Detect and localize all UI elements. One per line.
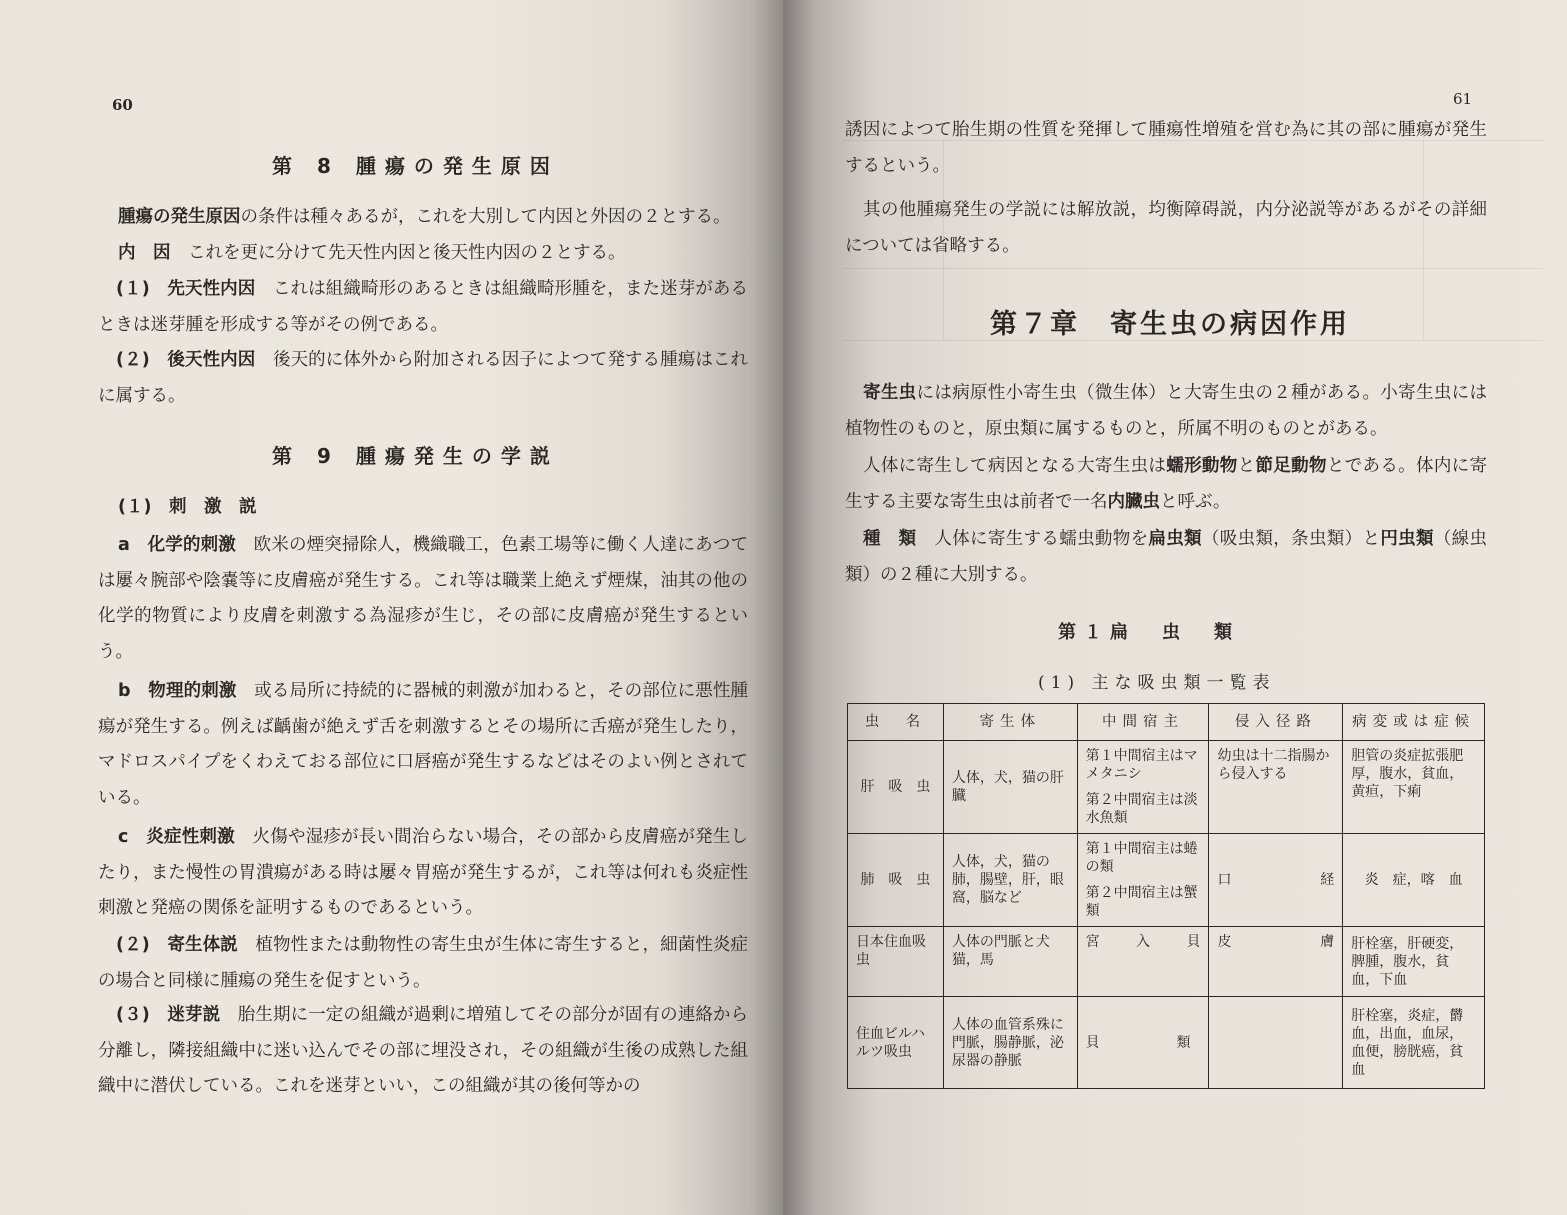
table-row [848, 834, 1485, 927]
table-cell-line: 第２中間宿主は蟹類 [1085, 885, 1198, 919]
table-cell-line [1086, 933, 1201, 951]
table-cell-char: 口 [1217, 872, 1232, 888]
text-segment: 人体に寄生する蠕虫動物を [934, 529, 1149, 549]
table-cell [1077, 834, 1209, 927]
paragraph-causes-lead: 腫瘍の発生原因 [118, 207, 241, 227]
term-helminths: 蠕形動物 [1166, 456, 1238, 476]
paragraph-internal-label: 内 因 [118, 243, 171, 263]
table-cell: 胆管の炎症拡張肥厚，腹水，貧血，黄疸，下痢 [1343, 741, 1485, 834]
paragraph-internal-text: これを更に分けて先天性内因と後天性内因の２とする。 [188, 243, 626, 263]
paragraph-misplaced-label: (３) 迷芽説 [116, 1005, 221, 1025]
table-row [848, 927, 1485, 997]
table-cell-char: 宮 [1085, 934, 1100, 950]
paragraph-stimulus-label: (１) 刺 激 説 [118, 497, 257, 517]
left-page [0, 0, 783, 1215]
paragraph-inflammatory-label: c 炎症性刺激 [118, 827, 235, 847]
show-through-line [843, 268, 1543, 269]
table-cell: 肝栓塞，肝硬変，脾腫，腹水，貧血，下血 [1343, 927, 1485, 997]
table-cell: 肝栓塞，炎症，欝血，出血，血尿，血便，膀胱癌，貧血 [1343, 997, 1485, 1089]
table-cell-char: 経 [1320, 872, 1335, 888]
paragraph-inflammatory [98, 820, 748, 927]
table-cell [1077, 927, 1209, 997]
right-page [783, 0, 1567, 1215]
table-caption: (1) 主な吸虫類一覧表 [1038, 673, 1276, 693]
paragraph-physical-label: b 物理的刺激 [118, 681, 237, 701]
table-cell [1209, 927, 1343, 997]
table-cell: 住血ビルハルツ吸虫 [848, 997, 944, 1089]
paragraph-congenital [98, 272, 748, 343]
paragraph-types [845, 522, 1487, 593]
text-segment: と [1237, 456, 1256, 476]
paragraph-parasite-text: 植物性または動物性の寄生虫が生体に寄生すると，細菌性炎症の場合と同様に腫瘍の発生を促すという。 [98, 935, 749, 991]
page-number-right: 61 [1453, 90, 1473, 108]
table-cell [1209, 997, 1343, 1089]
paragraph-physical-text: 或る局所に持続的に器械的刺激が加わると，その部位に悪性腫瘍が発生する。例えば齲歯が絶えず舌を刺激するとその場所に舌癌が発生したり，マドロスパイプをくわえておる部位に口唇癌が発生するなどはそのよい例とされている。 [98, 681, 749, 808]
table-cell [1077, 741, 1209, 834]
table-cell-line [1086, 1034, 1201, 1052]
table-cell [1209, 834, 1343, 927]
table-cell: 肝 吸 虫 [848, 741, 944, 834]
paragraph-inflammatory-text: 火傷や湿疹が長い間治らない場合，その部から皮膚癌が発生したり，また慢性の胃潰瘍がある時は屢々胃癌が発生するが，これ等は何れも炎症性刺激と発癌の関係を証明するものであるという。 [98, 827, 749, 918]
section-9-heading: 第 9 腫瘍発生の学説 [272, 444, 559, 468]
paragraph-stimulus-theory [118, 490, 748, 526]
table-cell: 人体，犬，猫の肝臓 [943, 741, 1077, 834]
text-segment: とである。体内に寄生する主要な寄生虫は前者で一名 [845, 456, 1488, 512]
table-cell-line: 第２中間宿主は淡水魚類 [1085, 792, 1198, 826]
paragraph-parasites-text: には病原性小寄生虫（微生体）と大寄生虫の２種がある。小寄生虫には植物性のものと，原虫類に属するものと，所属不明のものとがある。 [845, 383, 1487, 439]
table-header-cell: 病変或は症候 [1343, 704, 1485, 741]
paragraph-misplaced-germ [98, 998, 748, 1105]
table-cell: 人体，犬，猫の肺，腸壁，肝，眼窩，脳など [943, 834, 1077, 927]
table-cell: 幼虫は十二指腸から侵入する [1209, 741, 1343, 834]
section-8-heading: 第 8 腫瘍の発生原因 [272, 154, 559, 178]
chapter-7-heading: 第７章 寄生虫の病因作用 [990, 309, 1350, 340]
text-segment: （線虫類）の２種に大別する。 [845, 529, 1488, 585]
table-cell-char: 貝 [1186, 934, 1201, 950]
table-cell-char: 入 [1136, 934, 1151, 950]
paragraph-chemical-text: 欧米の煙突掃除人，機織職工，色素工場等に働く人達にあつては屢々腕部や陰嚢等に皮膚癌が発生する。これ等は職業上絶えず煙煤，油其の他の化学的物質により皮膚を刺激する為湿疹が生じ，その部に皮膚癌が発生するという。 [98, 535, 749, 662]
table-row [848, 997, 1485, 1089]
paragraph-parasites [845, 376, 1487, 447]
table-header-cell: 寄生体 [943, 704, 1077, 741]
text-segment: と呼ぶ。 [1160, 491, 1231, 512]
table-cell-line [1217, 871, 1334, 889]
term-roundworms: 円虫類 [1380, 529, 1434, 549]
paragraph-continued: 誘因によつて胎生期の性質を発揮して腫瘍性増殖を営む為に其の部に腫瘍が発生するという。 [845, 120, 1487, 176]
table-cell-char: 膚 [1320, 934, 1335, 950]
table-row [848, 741, 1485, 834]
table-cell: 炎 症，喀 血 [1343, 834, 1485, 927]
paragraph-causes-text: の条件は種々あるが，これを大別して内因と外因の２とする。 [240, 207, 731, 227]
table-cell-line [1217, 933, 1334, 951]
trematode-table [847, 703, 1485, 1089]
paragraph-chemical [98, 528, 748, 670]
paragraph-congenital-label: (１) 先天性内因 [116, 279, 256, 299]
table-cell: 人体の血管系殊に門脈，腸静脈，泌尿器の静脈 [943, 997, 1077, 1089]
paragraph-parasites-lead: 寄生虫 [863, 383, 917, 403]
term-flatworms: 扁虫類 [1148, 529, 1202, 549]
term-visceral-worms: 内臓虫 [1107, 491, 1160, 512]
table-header-cell: 中間宿主 [1077, 704, 1209, 741]
page-number-left: 60 [112, 96, 133, 114]
table-cell-char: 皮 [1217, 934, 1232, 950]
paragraph-acquired-text: 後天的に体外から附加される因子によつて発する腫瘍はこれに属する。 [98, 350, 749, 406]
table-cell-char: 貝 [1085, 1034, 1100, 1051]
table-header-cell: 虫 名 [848, 704, 944, 741]
paragraph-types-label: 種 類 [863, 529, 917, 549]
paragraph-internal [118, 236, 748, 272]
table-cell-line: 第１中間宿主は蜷の類 [1085, 841, 1198, 875]
paragraph-macroparasites [845, 449, 1487, 520]
table-cell: 日本住血吸虫 [848, 927, 944, 997]
table-cell: 肺 吸 虫 [848, 834, 944, 927]
paragraph-causes [118, 200, 748, 236]
paragraph-parasite-label: (２) 寄生体説 [116, 935, 238, 955]
paragraph-chemical-label: a 化学的刺激 [118, 535, 236, 555]
paragraph-acquired [98, 343, 748, 414]
text-segment: 人体に寄生して病因となる大寄生虫は [863, 456, 1167, 476]
table-header-row [848, 704, 1485, 741]
table-cell [1077, 997, 1209, 1089]
table-cell-char: 類 [1176, 1034, 1191, 1051]
paragraph-parasite-theory [98, 928, 748, 999]
paragraph-acquired-label: (２) 後天性内因 [116, 350, 256, 370]
paragraph-congenital-text: これは組織畸形のあるときは組織畸形腫を，また迷芽があるときは迷芽腫を形成する等がその例である。 [98, 279, 749, 335]
table-cell-line: 第１中間宿主はマメタニシ [1085, 748, 1198, 782]
paragraph-misplaced-text: 胎生期に一定の組織が過剰に増殖してその部分が固有の連絡から分離し，隣接組織中に迷い込んでその部に埋没され，その組織が生後の成熟した組織中に潜伏している。これを迷芽といい，この組織が其の後何等かの [98, 1005, 749, 1096]
term-arthropods: 節足動物 [1255, 456, 1327, 476]
paragraph-physical [98, 674, 748, 816]
paragraph-other-theories: 其の他腫瘍発生の学説には解放説，均衡障碍説，内分泌説等があるがその詳細については省略する。 [845, 200, 1487, 256]
table-cell: 人体の門脈と犬猫，馬 [943, 927, 1077, 997]
section-1-heading: 第１扁 虫 類 [1058, 622, 1240, 643]
table-header-cell: 侵入径路 [1209, 704, 1343, 741]
text-segment: （吸虫類，条虫類）と [1201, 529, 1381, 549]
